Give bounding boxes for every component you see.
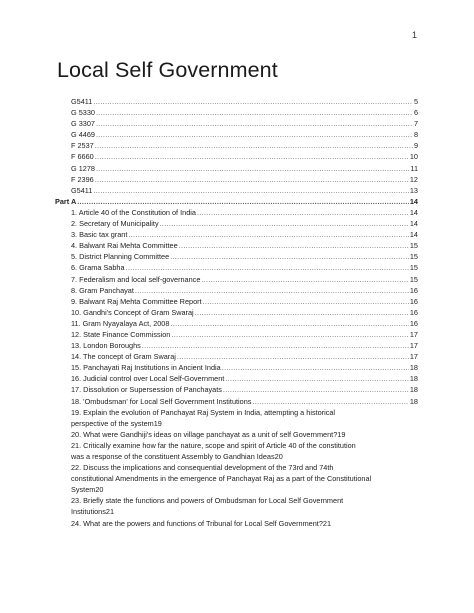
toc-leader — [95, 140, 413, 151]
toc-entry-label: F 6660 — [71, 152, 94, 162]
toc-entry[interactable] — [55, 440, 418, 462]
toc-entry[interactable] — [55, 163, 418, 174]
toc-entry-page: 21 — [105, 507, 115, 517]
toc-entry[interactable] — [55, 340, 418, 351]
toc-entry[interactable] — [55, 274, 418, 285]
toc-entry-label: G5411 — [71, 185, 93, 195]
toc-entry-label: G 3307 — [71, 119, 95, 129]
toc-entry-label: 18. 'Ombudsman' for Local Self Government Institutions — [71, 396, 252, 406]
toc-part-a-label: Part A — [55, 196, 77, 206]
toc-entry[interactable] — [55, 218, 418, 229]
toc-part-a[interactable] — [55, 196, 418, 207]
toc-entry[interactable] — [55, 207, 418, 218]
toc-entry-label: G 4469 — [71, 130, 95, 140]
toc-entry[interactable] — [55, 329, 418, 340]
toc-entry-page: 16 — [409, 296, 418, 306]
toc-entry[interactable] — [55, 262, 418, 273]
toc-entry-last-line — [71, 429, 418, 440]
toc-items — [55, 207, 418, 407]
toc-entry-label-line: 23. Briefly state the functions and powers of Ombudsman for Local Self Government — [71, 496, 344, 506]
toc-entry-label: 17. Dissolution or Supersession of Panchayats — [71, 385, 222, 395]
toc-entry-page: 18 — [409, 385, 418, 395]
toc-entry-label-line: 22. Discuss the implications and consequential development of the 73rd and 74th — [71, 463, 334, 473]
toc-long-items — [55, 407, 418, 529]
document-title: Local Self Government — [57, 58, 278, 82]
toc-entry-label-line: 21. Critically examine how far the nature, scope and spirit of Article 40 of the constitution — [71, 440, 356, 450]
toc-entry-page: 17 — [409, 352, 418, 362]
page-number: 1 — [411, 30, 417, 40]
toc-entry-page: 21 — [322, 518, 332, 528]
toc-entry[interactable] — [55, 185, 418, 196]
toc-group-codes — [55, 96, 418, 196]
toc-entry[interactable] — [55, 518, 418, 529]
toc-entry[interactable] — [55, 118, 418, 129]
toc-leader — [128, 229, 408, 240]
toc-entry-label: G 1278 — [71, 163, 95, 173]
toc-entry-page: 5 — [413, 97, 418, 106]
toc-leader — [170, 318, 408, 329]
toc-entry-page: 9 — [413, 141, 418, 151]
toc-entry[interactable] — [55, 396, 418, 407]
toc-entry-last-line — [71, 418, 418, 429]
toc-entry-page: 14 — [409, 230, 418, 240]
toc-entry-label: 20. What were Gandhiji's ideas on village panchayat as a unit of self Government? — [71, 429, 338, 439]
toc-leader — [96, 118, 413, 129]
toc-entry-label: 6. Grama Sabha — [71, 263, 125, 273]
table-of-contents — [55, 96, 418, 529]
toc-entry[interactable] — [55, 384, 418, 395]
toc-entry-last-line — [71, 506, 418, 517]
toc-entry-label: 4. Balwant Rai Mehta Committee — [71, 241, 178, 251]
toc-entry-label: 11. Gram Nyayalaya Act, 2008 — [71, 318, 170, 328]
toc-entry-page: 17 — [409, 341, 418, 351]
toc-entry-page: 16 — [409, 285, 418, 295]
toc-leader — [222, 362, 409, 373]
toc-leader — [197, 207, 409, 218]
toc-entry-page: 16 — [409, 318, 418, 328]
toc-leader — [203, 296, 409, 307]
toc-entry-page: 14 — [409, 207, 418, 217]
toc-entry[interactable] — [55, 107, 418, 118]
toc-leader — [160, 218, 409, 229]
toc-entry-label: Institutions — [71, 507, 106, 517]
toc-entry-label: 9. Balwant Raj Mehta Committee Report — [71, 296, 202, 306]
toc-leader — [225, 373, 409, 384]
toc-leader — [177, 351, 409, 362]
toc-entry[interactable] — [55, 318, 418, 329]
toc-entry[interactable] — [55, 129, 418, 140]
toc-entry-page: 18 — [409, 363, 418, 373]
toc-leader — [135, 285, 409, 296]
toc-leader — [171, 329, 409, 340]
toc-leader — [95, 174, 409, 185]
toc-entry[interactable] — [55, 307, 418, 318]
toc-entry-page: 15 — [409, 241, 418, 251]
toc-entry-label: F 2396 — [71, 174, 94, 184]
toc-entry-label: 2. Secretary of Municipality — [71, 219, 159, 229]
toc-entry[interactable] — [55, 462, 418, 495]
toc-entry-label: 1. Article 40 of the Constitution of India — [71, 207, 196, 217]
toc-entry[interactable] — [55, 351, 418, 362]
toc-entry-last-line — [71, 451, 418, 462]
toc-leader — [201, 274, 408, 285]
toc-entry-page: 20 — [274, 452, 283, 461]
toc-entry-label-line: 19. Explain the evolution of Panchayat Raj System in India, attempting a historical — [71, 407, 336, 417]
toc-entry[interactable] — [55, 373, 418, 384]
toc-entry-label: System — [71, 485, 96, 495]
toc-entry-page: 6 — [413, 108, 418, 118]
toc-entry-page: 12 — [409, 174, 418, 184]
toc-entry-page: 10 — [409, 152, 418, 162]
toc-entry-last-line — [71, 484, 418, 495]
toc-entry-page: 15 — [409, 263, 418, 273]
toc-entry-page: 17 — [409, 329, 418, 339]
toc-entry-label: 15. Panchayati Raj Institutions in Ancient India — [71, 363, 221, 373]
toc-entry[interactable] — [55, 151, 418, 162]
toc-leader — [95, 151, 409, 162]
toc-entry-label: 3. Basic tax grant — [71, 230, 128, 240]
toc-entry-label: 13. London Boroughs — [71, 341, 141, 351]
toc-entry-label: 5. District Planning Committee — [71, 252, 170, 262]
toc-entry-label: 12. State Finance Commission — [71, 329, 171, 339]
toc-entry[interactable] — [55, 296, 418, 307]
toc-entry-label: 8. Gram Panchayat — [71, 285, 134, 295]
toc-entry[interactable] — [55, 362, 418, 373]
toc-entry-page: 14 — [409, 219, 418, 229]
toc-entry[interactable] — [55, 229, 418, 240]
toc-entry-page: 7 — [413, 119, 418, 129]
toc-entry[interactable] — [55, 174, 418, 185]
toc-entry-label: 24. What are the powers and functions of Tribunal for Local Self Government? — [71, 518, 323, 528]
toc-entry-page: 13 — [409, 185, 418, 195]
toc-entry-page: 16 — [409, 307, 418, 317]
toc-entry[interactable] — [55, 96, 418, 107]
toc-entry-label: perspective of the system — [71, 418, 154, 428]
toc-entry[interactable] — [55, 240, 418, 251]
toc-entry-page: 8 — [413, 130, 418, 140]
toc-entry-page: 15 — [409, 252, 418, 262]
toc-leader — [77, 196, 409, 207]
toc-entry-label: G 5330 — [71, 108, 95, 118]
toc-entry-page: 18 — [409, 396, 418, 406]
toc-leader — [126, 262, 409, 273]
toc-entry-page: 11 — [410, 163, 418, 173]
toc-entry-label: 10. Gandhi's Concept of Gram Swaraj — [71, 307, 194, 317]
toc-entry[interactable] — [55, 140, 418, 151]
toc-leader — [93, 96, 413, 107]
toc-entry[interactable] — [55, 407, 418, 429]
toc-entry-label-line: constitutional Amendments in the emergence of Panchayat Raj as a part of the Constitutional — [71, 474, 372, 484]
toc-entry-label: F 2537 — [71, 141, 94, 151]
toc-entry-label: 14. The concept of Gram Swaraj — [71, 352, 176, 362]
toc-entry[interactable] — [55, 285, 418, 296]
toc-entry-label: 16. Judicial control over Local Self-Government — [71, 374, 225, 384]
toc-leader — [223, 384, 409, 395]
toc-entry-label: G5411 — [71, 97, 93, 106]
toc-entry[interactable] — [55, 495, 418, 517]
toc-entry[interactable] — [55, 429, 418, 440]
toc-leader — [142, 340, 409, 351]
toc-leader — [170, 251, 409, 262]
toc-entry-page: 19 — [337, 429, 346, 439]
toc-entry-page: 15 — [409, 274, 418, 284]
toc-leader — [96, 129, 413, 140]
toc-leader — [96, 107, 413, 118]
toc-entry-last-line — [71, 518, 418, 529]
toc-leader — [252, 396, 408, 407]
toc-leader — [195, 307, 409, 318]
toc-entry-label: was a response of the constituent Assembly to Gandhian Ideas — [71, 452, 275, 461]
toc-entry-label: 7. Federalism and local self-governance — [71, 274, 201, 284]
toc-leader — [96, 163, 409, 174]
toc-part-a-page: 14 — [409, 196, 418, 206]
toc-leader — [93, 185, 409, 196]
toc-leader — [179, 240, 409, 251]
toc-entry[interactable] — [55, 251, 418, 262]
toc-entry-page: 20 — [95, 485, 104, 495]
toc-entry-page: 18 — [409, 374, 418, 384]
toc-entry-page: 19 — [153, 418, 162, 428]
